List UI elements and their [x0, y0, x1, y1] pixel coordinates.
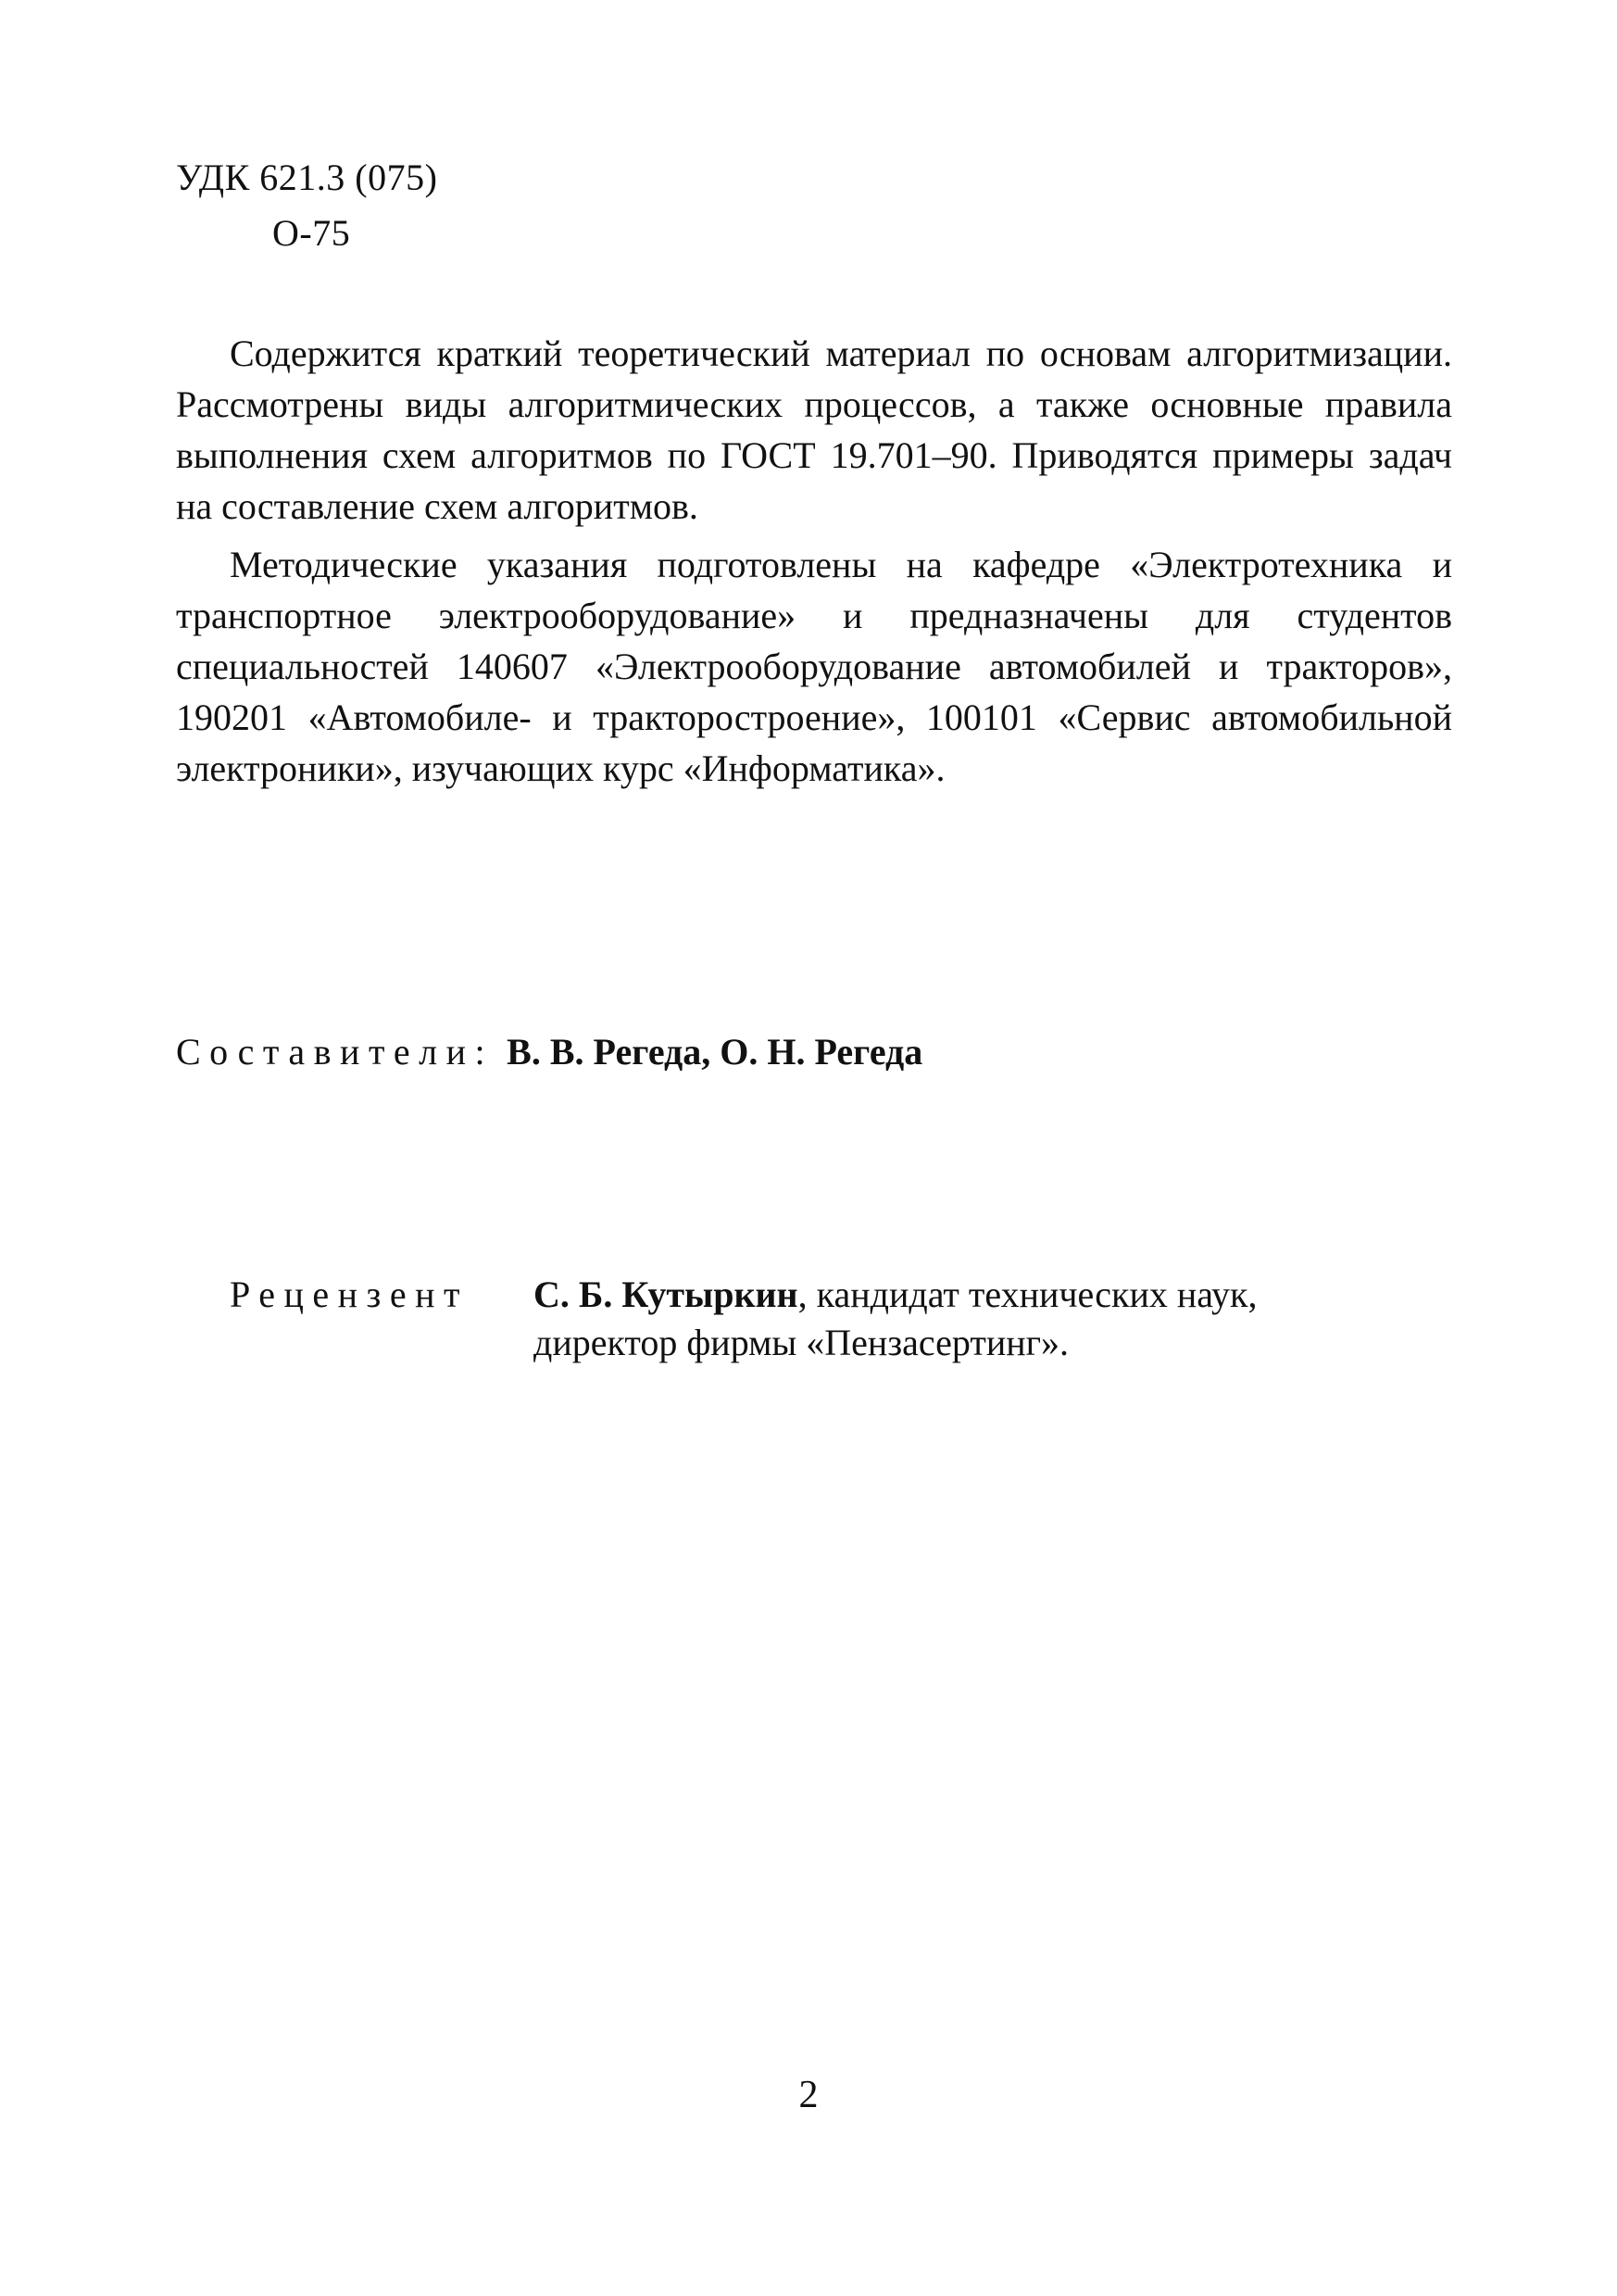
reviewer-degree: , кандидат технических наук,: [797, 1273, 1258, 1315]
reviewer-block: [230, 1271, 1257, 1367]
reviewer-label: Рецензент: [230, 1273, 469, 1315]
reviewer-position: директор фирмы «Пензасертинг».: [533, 1322, 1070, 1363]
compilers-names: В. В. Регеда, О. Н. Регеда: [507, 1031, 923, 1073]
udk-block: [176, 150, 437, 261]
page-number: 2: [798, 2074, 819, 2116]
abstract-paragraph-1: Содержится краткий теоретический материал по основам алгоритмизации. Рассмотрены виды алгоритмических процессов, а также основные правила выполнения схем алгоритмов по ГОСТ 19.701–90. Приводятся примеры задач на составление схем алгоритмов.: [176, 332, 1452, 527]
abstract: [176, 328, 1452, 794]
compilers-line: [176, 1026, 922, 1078]
abstract-paragraph-2: Методические указания подготовлены на кафедре «Электротехника и транспортное электрооборудование» и предназначены для студентов специальностей 140607 «Электрооборудование автомобилей и тракторов», 190201 «Автомобиле- и тракторостроение», 100101 «Сервис автомобильной электроники», изучающих курс «Информатика».: [176, 544, 1452, 789]
reviewer-info: [533, 1271, 1257, 1367]
reviewer-name: С. Б. Кутыркин: [533, 1273, 798, 1315]
author-code: О-75: [272, 212, 351, 254]
udk-index: УДК 621.3 (075): [176, 157, 438, 198]
compilers-label: Составители:: [176, 1031, 495, 1073]
